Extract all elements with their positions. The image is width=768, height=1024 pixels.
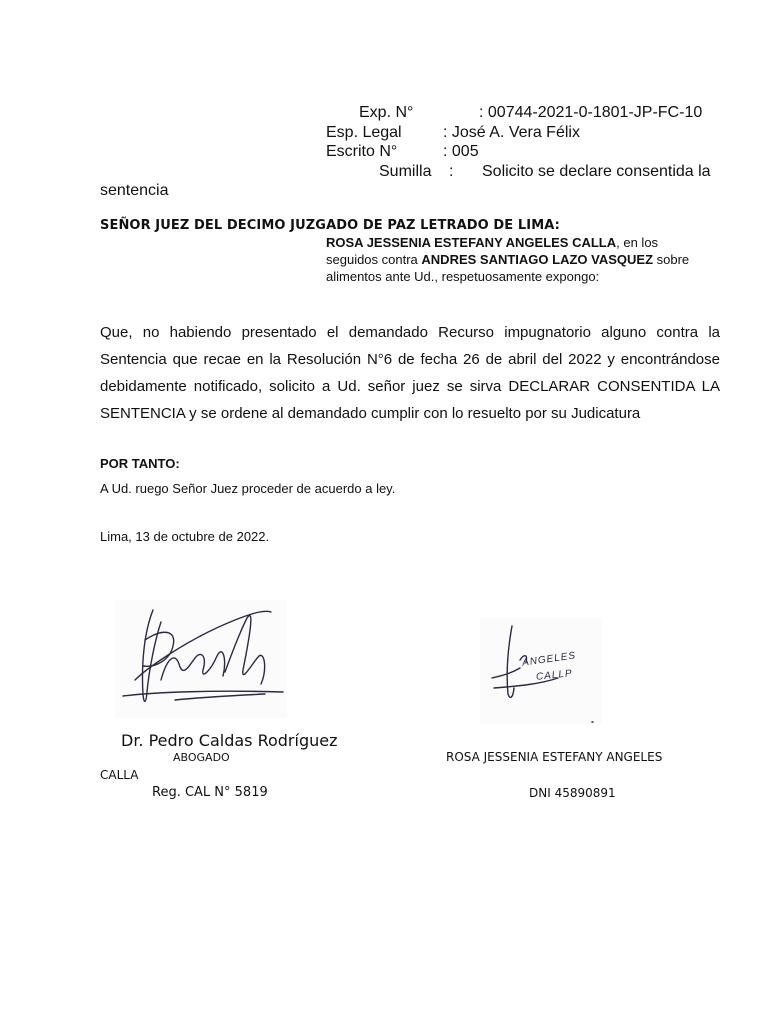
client-signature [480, 618, 602, 724]
intro-text-2: seguidos contra [326, 252, 422, 267]
esp-value: : José A. Vera Félix [443, 124, 580, 141]
client-name-cont: CALLA [100, 768, 139, 782]
plaintiff-name: ROSA JESSENIA ESTEFANY ANGELES CALLA [326, 235, 617, 250]
sumilla-colon: : [449, 163, 454, 180]
intro-line-2 [326, 251, 689, 268]
lawyer-role: ABOGADO [173, 751, 230, 764]
por-tanto-heading: POR TANTO: [100, 456, 180, 471]
lawyer-name: Dr. Pedro Caldas Rodríguez [121, 731, 338, 750]
escrito-value: : 005 [443, 143, 479, 160]
escrito-label: Escrito N° [326, 143, 398, 160]
addressee-heading: SEÑOR JUEZ DEL DECIMO JUZGADO DE PAZ LETRADO DE LIMA: [100, 218, 560, 233]
lawyer-registration: Reg. CAL N° 5819 [152, 785, 268, 800]
lawyer-signature-drawing [115, 600, 287, 718]
date-line: Lima, 13 de octubre de 2022. [100, 529, 270, 544]
body-paragraph: Que, no habiendo presentado el demandado Recurso impugnatorio alguno contra la Sentencia que recae en la Resolución N°6 de fecha 26 de abril del 2022 y encontrándose debidamente notificado, solicito a Ud. señor juez se sirva DECLARAR CONSENTIDA LA SENTENCIA y se ordene al demandado cumplir con lo resuelto por su Judicatura [100, 324, 720, 422]
exp-label: Exp. N° [359, 104, 414, 121]
intro-text-3: sobre [653, 252, 690, 267]
sumilla-value-cont: sentencia [100, 182, 169, 199]
client-signature-text-2: CALLP [535, 668, 574, 683]
lawyer-signature [115, 600, 287, 718]
exp-value: : 00744-2021-0-1801-JP-FC-10 [479, 104, 703, 121]
client-dni: DNI 45890891 [529, 786, 616, 800]
intro-line-1 [326, 234, 658, 251]
intro-text-1: , en los [616, 235, 659, 250]
esp-label: Esp. Legal [326, 124, 402, 141]
intro-line-3: alimentos ante Ud., respetuosamente expongo: [326, 269, 600, 284]
sumilla-label: Sumilla [379, 163, 432, 180]
client-signature-text-1: ANGELES [521, 650, 577, 669]
client-name: ROSA JESSENIA ESTEFANY ANGELES [446, 750, 663, 764]
defendant-name: ANDRES SANTIAGO LAZO VASQUEZ [421, 252, 654, 267]
por-tanto-text: A Ud. ruego Señor Juez proceder de acuerdo a ley. [100, 481, 396, 496]
sumilla-value: Solicito se declare consentida la [482, 163, 711, 180]
